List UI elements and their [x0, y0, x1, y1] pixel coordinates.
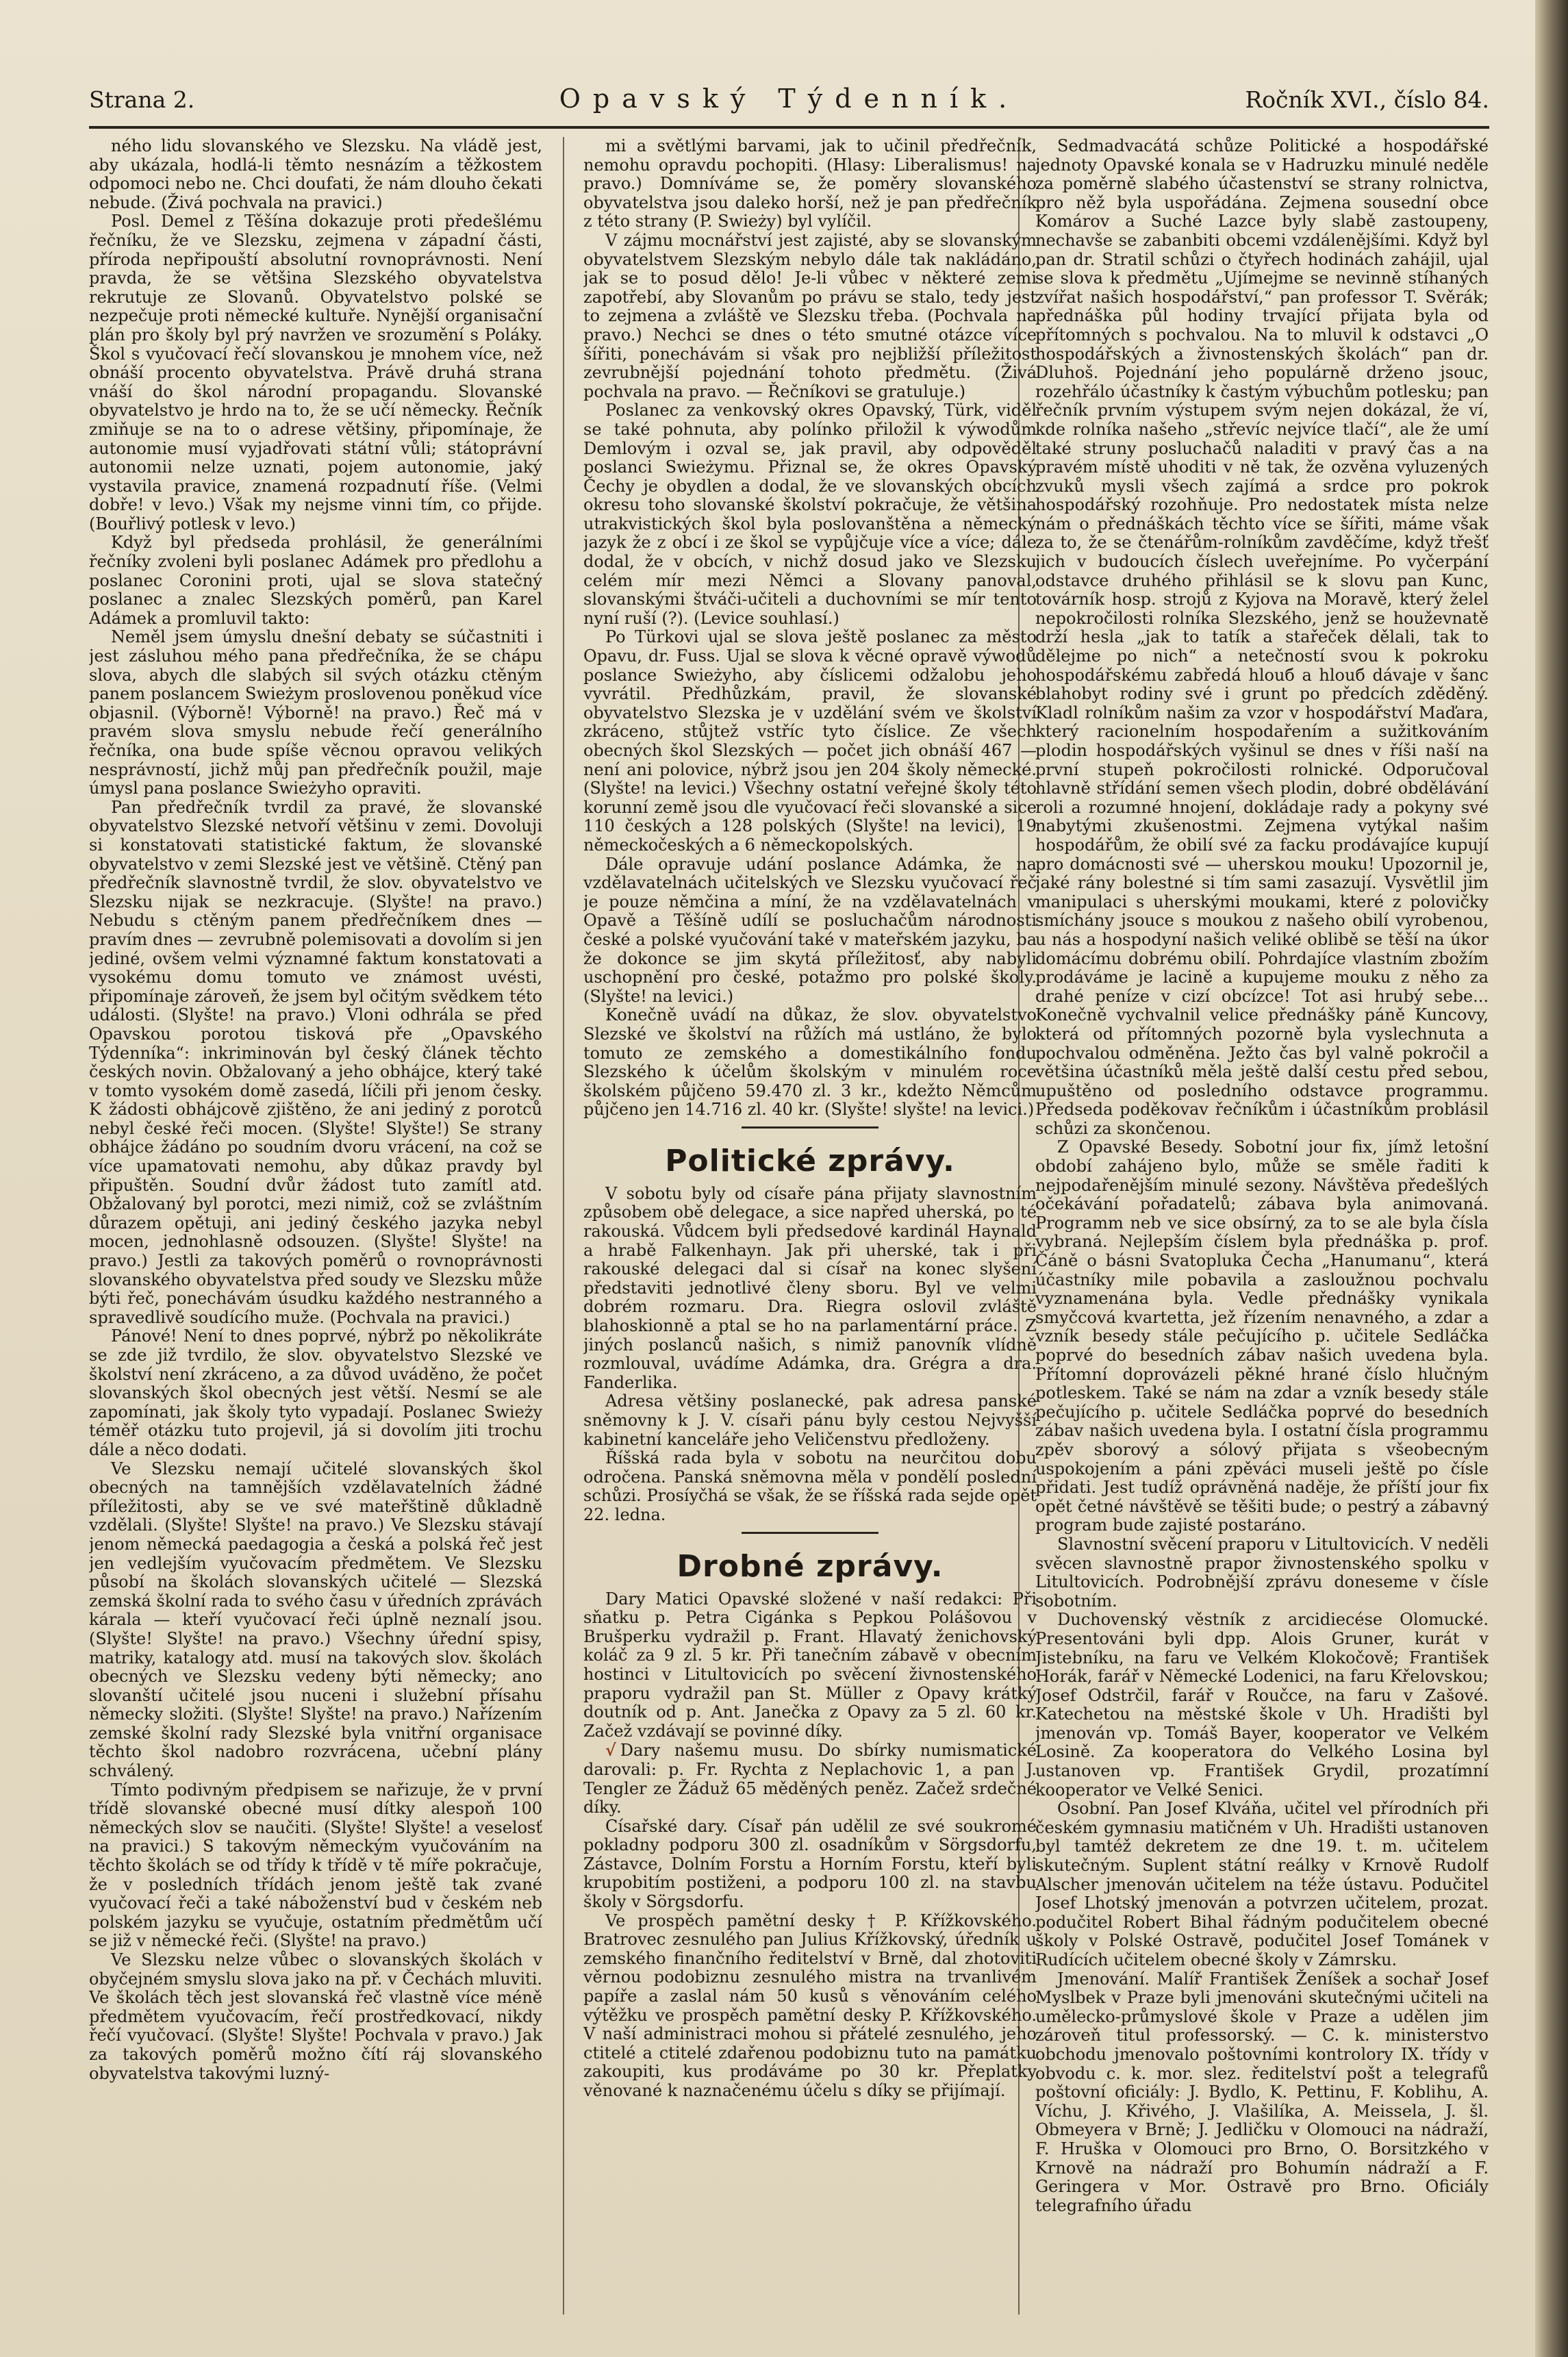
binding-spine	[1535, 0, 1568, 2357]
paragraph: Dary Matici Opavské složené v naší redakci: Při sňatku p. Petra Cigánka s Pepkou Polášovou v Brušperku vydražil p. Frant. Hlavatý ženichovský koláč za 9 zl. 5 kr. Při tanečním zábavě v obecním hostinci v Litultovicích po svěcení živnostenského praporu vydražil pan St. Müller z Opavy krátký doutník od p. Ant. Janečka z Opavy za 5 zl. 60 kr. Začež vzdávají se povinné díky.	[583, 1589, 1037, 1741]
paragraph	[583, 1741, 1037, 1817]
volume-issue: Ročník XVI., číslo 84.	[1245, 86, 1489, 113]
paragraph: V sobotu byly od císaře pána přijaty slavnostním způsobem obě delegace, a sice napřed uherská, po té rakouská. Vůdcem byli předsedové kardinál Haynald a hrabě Falkenhayn. Jak při uherské, tak i při rakouské delegaci dal si císař na konec slyšení představiti jednotlivé členy sboru. Byl ve velmi dobrém rozmaru. Dra. Riegra oslovil zvláště blahoskionně a ptal se ho na parlamentární práce. Z jiných poslanců našich, s nimiž panovník vlídně rozmlouval, uvádíme Adámka, dra. Grégra a dra. Fanderlika.	[583, 1183, 1037, 1392]
column-3	[1035, 137, 1489, 2315]
paragraph: Posl. Demel z Těšína dokazuje proti předešlému řečníku, že ve Slezsku, zejmena v západní části, příroda nepřipouští absolutní rovnoprávnosti. Není pravda, že se většina Slezského obyvatelstva rekrutuje ze Slovanů. Obyvatelstvo polské se nezpečuje proti německé kultuře. Nynější organisační plán pro školy byl prý navržen ve srozumění s Poláky. Škol s vyučovací řečí slovanskou je mnohem více, než obnáší procento obyvatelstva. Právě druhá strana vnáší do škol národní propagandu. Slovanské obyvatelstvo je hrdo na to, že se učí německy. Řečník zmiňuje se na to o adrese většiny, připomínaje, že autonomie musí vyjadřovati státní vůli; státoprávní autonomii nelze uznati, pojem autonomie, jaký vystavila pravice, znamená rozpadnutí říše. (Velmi dobře! v levo.) Však my nejsme vinni tím, co přijde. (Bouřlivý potlesk v levo.)	[89, 212, 542, 533]
paragraph: Pánové! Není to dnes poprvé, nýbrž po několikráte se zde již tvrdilo, že slov. obyvatelstvo Slezské ve školství není zkráceno, a za důvod uváděno, že počet slovanských škol obecných jest větší. Nesmí se ale zapomínati, jak školy tyto vypadají. Poslanec Swieży téměř otázku tuto projevil, já si dovolím jiti trochu dále a něco dodati.	[89, 1326, 542, 1459]
section-rule	[742, 1126, 878, 1129]
paragraph: Slavnostní svěcení praporu v Litultovicích. V neděli svěcen slavnostně prapor živnostenského spolku v Litultovicích. Podrobnější zprávu doneseme v čísle sobotním.	[1035, 1534, 1489, 1611]
section-rule	[742, 1532, 878, 1534]
header-rule	[89, 126, 1489, 129]
paragraph: Osobní. Pan Josef Klváňa, učitel vel přírodních při českém gymnasiu matičném v Uh. Hradišti ustanoven byl tamtéž dekretem ze dne 19. t. m. učitelem skutečným. Suplent státní reálky v Krnově Rudolf Alscher jmenován učitelem na téže ústavu. Podučitel Josef Lhotský jmenován a potvrzen učitelem, prozat. podučitel Robert Bihal řádným podučitelem obecné školy v Polské Ostravě, podučitel Josef Tománek v Rudících učitelem obecné školy v Zámrsku.	[1035, 1799, 1489, 1969]
masthead-title: Opavský Týdenník.	[559, 84, 1020, 114]
paragraph: Císařské dary. Císař pán udělil ze své soukromé pokladny podporu 300 zl. osadníkům v Sörgsdorfu, Zástavce, Dolním Forstu a Horním Forstu, kteří byli krupobitím postiženi, a podporu 100 zl. na stavbu školy v Sörgsdorfu.	[583, 1816, 1037, 1912]
paragraph: ného lidu slovanského ve Slezsku. Na vládě jest, aby ukázala, hodlá-li těmto nesnázím a těžkostem odpomoci nebo ne. Chci doufati, že nám dlouho čekati nebude. (Živá pochvala na pravici.)	[89, 137, 542, 212]
paragraph: V zájmu mocnářství jest zajisté, aby se slovanským obyvatelstvem Slezským nebylo dále tak nakládáno, jak se to posud dělo! Je-li vůbec v některé zemi zapotřebí, aby Slovanům po právu se stalo, tedy jest to zejmena a zvláště ve Slezsku třeba. (Pochvala na pravo.) Nechci se dnes o této smutné otázce více šířiti, ponechávám si však pro nejbližší příležitost zevrubnější pojednání tohoto předmětu. (Živá pochvala na pravo. — Řečníkovi se gratuluje.)	[583, 230, 1037, 401]
page-header	[89, 77, 1489, 125]
paragraph: mi a světlými barvami, jak to učinil předřečník, nemohu opravdu pochopiti. (Hlasy: Liberalismus! na pravo.) Domníváme se, že poměry slovanského obyvatelstva jsou daleko horší, než je pan předřečník z této strany (P. Swieży) byl vylíčil.	[583, 137, 1037, 231]
paragraph: Sedmadvacátá schůze Politické a hospodářské jednoty Opavské konala se v Hadruzku minulé neděle za poměrně slabého účastenství se strany rolnictva, pro něž byla uspořádána. Zejmena sousední obce Komárov a Suché Lazce byly slabě zastoupeny, nechavše se zabanbiti obcemi vzdálenějšími. Když byl pan dr. Stratil schůzi o čtyřech hodinách zahájil, ujal se slova k předmětu „Ujímejme se nevinně stíhaných zvířat našich hospodářství,“ pan professor T. Svěrák; přednáška půl hodiny trvající přijata byla od přítomných s pochvalou. Na to mluvil k odstavci „O hospodářských a živnostenských školách“ pan dr. Dluhoš. Pojednání jeho populárně drženo jsouc, rozehřálo účastníky k častým výbuchům potlesku; pan řečník prvním výstupem svým nejen dokázal, že ví, kde rolníka našeho „střevíc nejvíce tlačí“, ale že umí také struny posluchačů naladiti v pravý čas a na pravém místě uhoditi v ně tak, že ozvěna vyluzených zvuků mysli všech zajímá a srdce pro pokrok hospodářský rozohňuje. Pro nedostatek místa nelze nám o přednáškách těchto více se šířiti, máme však za to, že se čtenářům-rolníkům zavděčíme, když třešť jich v budoucích číslech uveřejníme. Po vyčerpání odstavce druhého přihlásil se k slovu pan Kunc, továrník hosp. strojů z Kyjova na Moravě, který želel nepokročilosti rolníka Slezského, jenž se houževnatě drží hesla „jak to tatík a stařeček dělali, tak to dělejme po nich“ a netečností svou k pokroku hospodářskému zabředá hlouб a hlouб dávaje v šanc blahobyt rodiny své i grunt po předcích zděděný. Kladl rolníkům našim za vzor v hospodářství Maďara, který racionelním hospodařením a sužitkováním plodin hospodářských vyšinul se dnes v říši naší na první stupeň pokročilosti rolnické. Odporučoval hlavně střídání semen všech plodin, dobré obdělávání roli a rozumné hnojení, dokládaje rady a pokyny své nabytými zkušenostmi. Zejmena vytýkal našim hospodářům, že obilí své za facku prodávajíce kupují pro domácnosti své — uherskou mouku! Upozornil je, jaké rány bolestné si tím sami zasazují. Vysvětlil jim manipulaci s uherskými moukami, které z polovičky smíchány jsouce s moukou z našeho obilí vyrobenou, u nás a hospodyní našich veliké oblibě se těší na úkor domácímu dobrému obilí. Pohrdajíce vlastním zbožím prodáváme je lacině a kupujeme mouku z něho za drahé peníze v cizí obcízce! Tot asi hrubý sebe... Konečně vychvalnil velice přednášky páně Kuncovy, která od přítomných pozorně byla vyslechnuta a pochvalou odměněna. Ježto čas byl valně pokročil a většina účastníků měla ještě další cestu před sebou, upuštěno od posledního odstavce programmu. Předseda poděkovav řečníkům i účastníkům problásil schůzi za skončenou.	[1035, 137, 1489, 1138]
paragraph: Jmenování. Malíř František Ženíšek a sochař Josef Myslbek v Praze byli jmenováni skutečnými učiteli na umělecko-průmyslové škole v Praze a udělen jim zároveň titul professorský. — C. k. ministerstvo obchodu jmenovalo poštovními kontrolory IX. třídy v obvodu c. k. mor. slez. ředitelství pošt a telegrafů poštovní oficiály: J. Bydlo, K. Pettinu, F. Koblihu, A. Víchu, J. Křivého, J. Vlašilíka, A. Meissela, J. šl. Obmeyera v Brně; J. Jedličku v Olomouci na nádraží, F. Hruška v Olomouci pro Brno, O. Borsitzkého v Krnově na nádraží pro Bohumín nádraží a F. Geringera v Mor. Ostravě pro Brno. Oficiály telegrafního úřadu	[1035, 1969, 1489, 2215]
paragraph: Když byl předseda prohlásil, že generálními řečníky zvoleni byli poslanec Adámek pro předlohu a poslanec Coronini proti, ujal se slova statečný poslanec a znalec Slezských poměrů, pan Karel Adámek a promluvil takto:	[89, 533, 542, 628]
paragraph: Adresa většiny poslanecké, pak adresa panské sněmovny k J. V. císaři pánu byly cestou Nejvyšší kabinetní kanceláře jeho Veličenstvu předloženy.	[583, 1391, 1037, 1449]
paragraph: Říšská rada byla v sobotu na neurčitou dobu odročena. Panská sněmovna měla v pondělí poslední schůzi. Prosíyčhá se však, že se říšská rada sejde opět 22. ledna.	[583, 1448, 1037, 1524]
paragraph-text: Dary našemu musu. Do sbírky numismatické darovali: p. Fr. Rychta z Neplachovic 1, a pan J. Tengler ze Žáduž 65 měděných peněz. Začež srdečné díky.	[583, 1741, 1037, 1817]
paragraph: Poslanec za venkovský okres Opavský, Türk, viděl se také pohnuta, aby polínko přiložil k výwodům Demlovým i ozval se, jak pravil, aby odpověděl poslanci Swieżymu. Přiznal se, že okres Opavský Čechy je obydlen a dodal, že ve slovanských obcích okresu toho slovanské školství pokračuje, že většina utrakvistických škol byla poslovanštěna a německý jazyk že z obcí i ze škol se vypůjčuje více a více; dále dodal, že v obcích, v nichž dosud jako ve Slezsku celém mír mezi Němci a Slovany panoval, slovanskými štváči-učiteli a duchovními se mír tento nyní ruší (?). (Levice souhlasí.)	[583, 401, 1037, 628]
paragraph: Ve Slezsku nelze vůbec o slovanských školách v obyčejném smyslu slova jako na př. v Čechách mluviti. Ve školách těch jest slovanská řeč vlastně více méně předmětem vyučovacím, řečí prostředkovací, nikdy řečí vyučovací. (Slyšte! Slyšte! Pochvala v pravo.) Jak za takových poměrů možno čítí ráj slovanského obyvatelstva takovými luzný-	[89, 1950, 542, 2083]
paragraph: Z Opavské Besedy. Sobotní jour fix, jímž letošní období zahájeno bylo, může se směle řaditi k nejpodařenějším minulé sezony. Návštěva předešlých očekávání pořadatelů; zábava byla animovaná. Programm neb ve sice obsírný, za to se ale byla čísla vybraná. Nejlepším číslem byla přednáška p. prof. Čáně o básni Svatopluka Čecha „Hanumanu“, která účastníky mile pobavila a zasloužnou pochvalu vyznamenána byla. Vedle přednášky vynikala smyčcová kvartetta, jež řízením nenavného, a zdar a vzník besedy stále pečujícího p. učitele Sedláčka poprvé do besedních zábav našich uvedena byla. Přítomní doprovázeli pěkné hrané číslo hlučným potleskem. Také se nám na zdar a vzník besedy stále pečujícího p. učitele Sedláčka poprvé do besedních zábav našich uvedena byla. I ostatní čísla programmu zpěv sborový a sólový přijata s všeobecným uspokojením a páni zpěváci museli ještě po čísle přidati. Jest tudíž oprávněná naděje, že příští jour fix opět četné návštěvě se těšiti bude; o pestrý a zábavný program bude zajisté postaráno.	[1035, 1137, 1489, 1535]
paragraph: Duchovenský věstník z arcidiecése Olomucké. Presentováni byli dpp. Alois Gruner, kurát v Jistebníku, na faru ve Velkém Klokočově; František Horák, farář v Německé Lodenici, na faru Křelovskou; Josef Odstrčil, farář v Roučce, na faru v Zašové. Katechetou na městské škole v Uh. Hradišti byl jmenován vp. Tomáš Bayer, kooperator ve Velkém Losině. Za kooperatora do Velkého Losina byl ustanoven vp. František Grydil, prozatímní kooperator ve Velké Senici.	[1035, 1610, 1489, 1800]
paragraph: Ve Slezsku nemají učitelé slovanských škol obecných na tamnějších vzdělavatelních žádné příležitosti, aby se ve své mateřštině důkladně vzdělali. (Slyšte! Slyšte! na pravo.) Ve Slezsku stávají jenom německá paedagogia a česká a polská řeč jest jen vedlejším vyučovacím předmětem. Ve Slezsku působí na školách slovanských učitelé — Slezská zemská školní rada to svého času v úředních zprávách kárala — kteří vyučovací řeči úplně neznalí jsou. (Slyšte! Slyšte! na pravo.) Všechny úřední spisy, matriky, katalogy atd. musí na takových slov. školách obecných ve Slezsku vedeny býti německy; ano slovanští učitelé jsou nuceni i služební přísahu německy složiti. (Slyšte! Slyšte! na pravo.) Nařízením zemské školní rady Slezské byla vnitřní organisace těchto škol nadobro rozvrácena, učební plány schválený.	[89, 1459, 542, 1781]
page-number: Strana 2.	[89, 86, 195, 113]
paragraph: Neměl jsem úmyslu dnešní debaty se súčastniti i jest zásluhou mého pana předřečníka, že se chápu slova, abych dle slabých sil svých otázku ctěným panem poslancem Swieżym proslovenou poněkud více objasnil. (Výborně! Výborně! na pravo.) Řeč má v pravém slova smyslu nebude řečí generálního řečníka, ona bude spíše věcnou opravou velikých nesprávností, jichž můj pan předřečník použil, maje úmysl pana poslance Swieżyho opraviti.	[89, 627, 542, 798]
section-title-drobne: Drobné zprávy.	[676, 1548, 944, 1584]
column-divider	[563, 137, 564, 2315]
paragraph: Tímto podivným předpisem se nařizuje, že v první třídě slovanské obecné musí dítky alespoň 100 německých slov se naučiti. (Slyšte! Slyšte! a veselosť na pravici.) S takovým německým vyučováním na těchto školách se od třídy k třídě v tě míře pokračuje, že v posledních třídách jenom ještě tak zvané vyučovací řeči a také náboženství bud v českém neb polském jazyku se vyučuje, ostatním předmětům učí se již v německé řeči. (Slyšte! na pravo.)	[89, 1780, 542, 1951]
column-1	[89, 137, 542, 2315]
paragraph: Po Türkovi ujal se slova ještě poslanec za město Opavu, dr. Fuss. Ujal se slova k věcné opravě výwodů poslance Swieżyho, aby číslicemi odžalobu jeho vyvrátil. Předhůzkám, pravil, že slovanské obyvatelstvo Slezska je v uzdělání svém ve školství zkráceno, stůjtež vstříc tyto číslice. Ze všech obecných škol Slezských — počet jich obnáší 467 — není ani polovice, nýbrž jsou jen 204 školy německé. (Slyšte! na levici.) Všechny ostatní veřejné školy této korunní země jsou dle vyučovací řeči slovanské a sice 110 českých a 128 polských (Slyšte! na levici), 19 německočeských a 6 německopolských.	[583, 627, 1037, 855]
check-mark-icon: √	[605, 1740, 616, 1761]
column-2	[583, 137, 1037, 2315]
paragraph: Ve prospěch pamětní desky † P. Křížkovského. Bratrovec zesnulého pan Julius Křížkovský, úředník u zemského finančního ředitelství v Brně, dal zhotoviti věrnou podobiznu zesnulého mistra na trvanlivém papíře a zaslal nám 50 kusů s věnováním celého výtěžku ve prospěch pamětní desky P. Křížkovského. V naší administraci mohou si přátelé zesnulého, jeho ctitelé a ctitelé zdařenou podobiznu tuto na památku zakoupiti, kus prodáváme po 30 kr. Přeplatky věnované k naznačenému účelu s díky se přijímají.	[583, 1911, 1037, 2100]
paragraph: Pan předřečník tvrdil za pravé, že slovanské obyvatelstvo Slezské netvoří většinu v zemi. Dovoluji si konstatovati statistické faktum, že slovanské obyvatelstvo v zemi Slezské jest ve většině. Ctěný pan předřečník slavnostně tvrdil, že slov. obyvatelstvo ve Slezsku nijak se nezkracuje. (Slyšte! na pravo.) Nebudu s ctěným panem předřečníkem dnes — pravím dnes — zevrubně polemisovati a dovolím si jen jediné, ovšem velmi významné faktum konstatovati a vysokému domu tomuto ve známost uvésti, připomínaje zároveň, že jsem byl očitým svědkem této události. (Slyšte! na pravo.) Vloni odhrála se před Opavskou porotou tisková pře „Opavského Týdenníka“: inkriminován byl český článek těchto českých novin. Obžalovaný a jeho obhájce, který také v tomto vysokém domě zasedá, líčili při jenom česky. K žádosti obhájcově zjištěno, že ani jediný z porotců nebyl české řeči mocen. (Slyšte! Slyšte!) Se strany obhájce žádáno po soudním dvoru vrácení, na což se více upamatovati nemohu, aby důkaz pravdy byl připuštěn. Soudní dvůr žádost tuto zamítl atd. Obžalovaný byl porotci, mezi nimiž, což se zvláštním důrazem opětuji, ani jediný českého jazyka nebyl mocen, jednohlasně odsouzen. (Slyšte! Slyšte! na pravo.) Jestli za takových poměrů o rovnoprávnosti slovanského obyvatelstva před soudy ve Slezsku může býti řeč, ponechávám úsudku každého nestranného a spravedlivě soudícího muže. (Pochvala na pravici.)	[89, 797, 542, 1327]
paragraph: Konečně uvádí na důkaz, že slov. obyvatelstvo Slezské ve školství na růžích má ustláno, že bylo tomuto ze zemského a domestikálního fondu Slezského k účelům školským v minulém roce školském půjčeno 59.470 zl. 3 kr., kdežto Němcům půjčeno jen 14.716 zl. 40 kr. (Slyšte! slyšte! na levici.)	[583, 1005, 1037, 1120]
section-title-politicke: Politické zprávy.	[665, 1143, 955, 1178]
paragraph: Dále opravuje udání poslance Adámka, že na vzdělavatelnách učitelských ve Slezsku vyučovací řeč je pouze němčina a míní, že na vzdělavatelnách v Opavě a Těšíně udílí se posluchačům národnosti české a polské vyučování také v mateřském jazyku, ba že dokonce se jim skytá příležitosť, aby nabyli uschopnění pro české, potažmo pro polské školy. (Slyšte! na levici.)	[583, 854, 1037, 1006]
